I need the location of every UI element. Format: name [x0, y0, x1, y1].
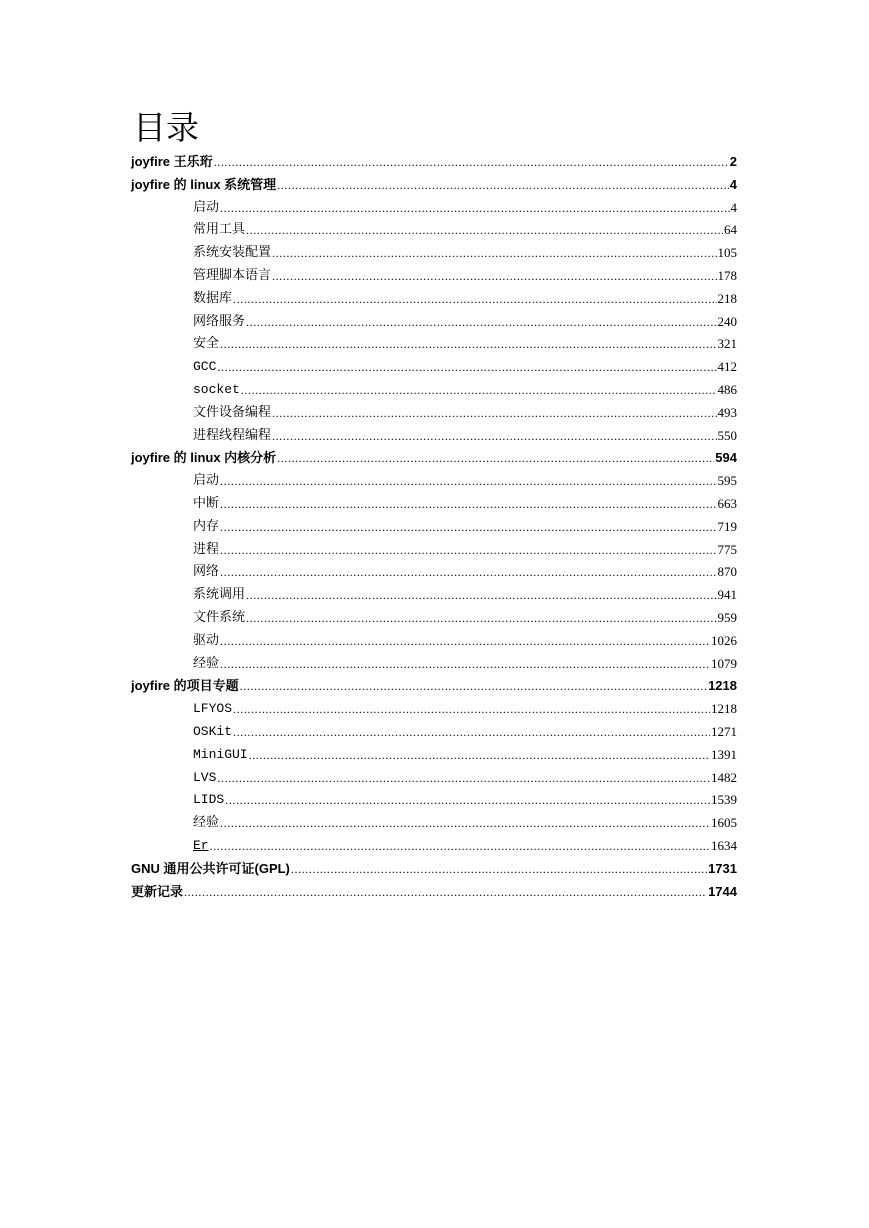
table-of-contents [131, 151, 737, 903]
toc-subentry[interactable] [131, 607, 737, 630]
toc-dot-leader [233, 288, 716, 311]
toc-entry-label: 系统调用 [193, 587, 246, 603]
toc-entry-label: joyfire 的 linux 内核分析 [131, 450, 277, 466]
toc-subentry[interactable] [131, 630, 737, 653]
toc-subentry[interactable] [131, 379, 737, 402]
toc-entry-label: 文件系统 [193, 609, 246, 625]
toc-dot-leader [246, 584, 716, 607]
toc-entry-label: GCC [193, 359, 217, 375]
toc-dot-leader [220, 493, 716, 516]
toc-dot-leader [217, 767, 710, 790]
toc-dot-leader [220, 470, 716, 493]
toc-entry-label: 中断 [193, 495, 220, 511]
toc-entry-page: 240 [717, 313, 737, 329]
toc-entry-label: socket [193, 381, 240, 397]
toc-entry-label: 启动 [193, 473, 220, 489]
toc-subentry[interactable] [131, 333, 737, 356]
toc-entry-label: 网络 [193, 564, 220, 580]
toc-subentry[interactable] [131, 767, 737, 790]
toc-entry-page: 321 [717, 336, 737, 352]
toc-dot-leader [233, 698, 710, 721]
toc-entry-page: 1218 [711, 701, 737, 717]
toc-entry-label: 常用工具 [193, 222, 246, 238]
toc-subentry[interactable] [131, 288, 737, 311]
toc-dot-leader [291, 858, 707, 881]
toc-subentry[interactable] [131, 493, 737, 516]
toc-entry-page: 1605 [711, 815, 737, 831]
toc-dot-leader [272, 425, 716, 448]
toc-dot-leader [210, 835, 710, 858]
toc-dot-leader [220, 561, 716, 584]
toc-entry-page: 870 [717, 564, 737, 580]
toc-entry-label: LIDS [193, 792, 225, 808]
toc-entry-page: 941 [717, 587, 737, 603]
toc-entry-label: GNU 通用公共许可证(GPL) [131, 860, 290, 876]
toc-entry-page: 550 [717, 427, 737, 443]
toc-subentry[interactable] [131, 265, 737, 288]
toc-dot-leader [184, 881, 707, 904]
toc-entry-label: LFYOS [193, 701, 233, 717]
toc-dot-leader [220, 539, 716, 562]
toc-entry-page: 4 [730, 199, 737, 215]
toc-entry-label: 启动 [193, 199, 220, 215]
toc-entry-label: 驱动 [193, 632, 220, 648]
toc-dot-leader [246, 607, 716, 630]
toc-entry-label: LVS [193, 769, 217, 785]
toc-entry-page: 1539 [711, 792, 737, 808]
toc-subentry[interactable] [131, 311, 737, 334]
toc-entry-label: joyfire 王乐珩 [131, 154, 213, 169]
toc-entry[interactable] [131, 447, 737, 470]
toc-subentry[interactable] [131, 402, 737, 425]
toc-entry[interactable] [131, 174, 737, 197]
toc-subentry[interactable] [131, 789, 737, 812]
toc-subentry[interactable] [131, 561, 737, 584]
toc-entry-page: 1482 [711, 769, 737, 785]
toc-dot-leader [217, 356, 716, 379]
toc-entry-label: 更新记录 [131, 883, 184, 899]
toc-entry-page: 105 [717, 245, 737, 261]
toc-entry-label: joyfire 的 linux 系统管理 [131, 176, 277, 192]
toc-entry-label: 安全 [193, 336, 220, 352]
toc-entry-page: 1026 [711, 632, 737, 648]
toc-dot-leader [220, 197, 729, 220]
toc-dot-leader [246, 219, 723, 242]
toc-entry-label: 文件设备编程 [193, 404, 272, 420]
toc-dot-leader [220, 812, 710, 835]
toc-entry-page: 1731 [708, 860, 737, 876]
toc-entry-page: 412 [717, 359, 737, 375]
toc-subentry[interactable] [131, 242, 737, 265]
toc-entry-label: 进程线程编程 [193, 427, 272, 443]
toc-entry-page: 493 [717, 404, 737, 420]
toc-entry-page: 1391 [711, 746, 737, 762]
toc-entry-label: 经验 [193, 655, 220, 671]
toc-subentry[interactable] [131, 219, 737, 242]
toc-dot-leader [246, 311, 716, 334]
toc-entry-page: 4 [729, 176, 737, 192]
toc-subentry[interactable] [131, 584, 737, 607]
toc-subentry[interactable] [131, 516, 737, 539]
toc-entry-label: 网络服务 [193, 313, 246, 329]
toc-dot-leader [220, 516, 716, 539]
toc-subentry[interactable] [131, 721, 737, 744]
toc-dot-leader [277, 174, 729, 197]
toc-entry-label: MiniGUI [193, 746, 248, 762]
toc-subentry[interactable] [131, 197, 737, 220]
toc-entry-label: 经验 [193, 815, 220, 831]
toc-dot-leader [225, 789, 710, 812]
toc-entry-page: 775 [717, 541, 737, 557]
toc-entry[interactable] [131, 151, 737, 174]
toc-subentry[interactable] [131, 539, 737, 562]
toc-dot-leader [240, 675, 707, 698]
toc-entry-label: OSKit [193, 723, 233, 739]
toc-subentry[interactable] [131, 835, 737, 858]
toc-entry-label: 进程 [193, 541, 220, 557]
toc-entry[interactable] [131, 881, 737, 904]
toc-subentry[interactable] [131, 812, 737, 835]
toc-subentry[interactable] [131, 698, 737, 721]
toc-dot-leader [233, 721, 710, 744]
toc-entry-label: 系统安装配置 [193, 245, 272, 261]
toc-entry-label: 管理脚本语言 [193, 267, 272, 283]
toc-dot-leader [272, 402, 716, 425]
toc-entry-page: 1634 [711, 837, 737, 853]
toc-subentry[interactable] [131, 744, 737, 767]
toc-entry-page: 1271 [711, 723, 737, 739]
toc-entry-page: 486 [717, 381, 737, 397]
toc-entry-page: 64 [724, 222, 737, 238]
toc-entry-page: 2 [729, 154, 737, 169]
toc-dot-leader [220, 653, 710, 676]
toc-entry-label: 数据库 [193, 290, 233, 306]
toc-entry-page: 1218 [708, 678, 737, 694]
toc-dot-leader [220, 630, 710, 653]
toc-subentry[interactable] [131, 653, 737, 676]
toc-entry-page: 663 [717, 495, 737, 511]
toc-entry-page: 1079 [711, 655, 737, 671]
toc-dot-leader [241, 379, 717, 402]
toc-entry-page: 719 [717, 518, 737, 534]
toc-entry-page: 218 [717, 290, 737, 306]
toc-dot-leader [272, 265, 716, 288]
toc-subentry[interactable] [131, 425, 737, 448]
toc-entry-label: Er [193, 837, 209, 853]
toc-dot-leader [220, 333, 716, 356]
toc-title: 目录 [133, 108, 199, 147]
toc-dot-leader [249, 744, 710, 767]
toc-entry[interactable] [131, 675, 737, 698]
toc-subentry[interactable] [131, 356, 737, 379]
toc-entry-page: 1744 [708, 883, 737, 899]
toc-subentry[interactable] [131, 470, 737, 493]
toc-entry-label: joyfire 的项目专题 [131, 678, 239, 694]
toc-entry-page: 595 [717, 473, 737, 489]
toc-entry-page: 178 [717, 267, 737, 283]
toc-entry-label: 内存 [193, 518, 220, 534]
toc-dot-leader [214, 151, 729, 174]
toc-dot-leader [272, 242, 716, 265]
toc-entry-page: 594 [715, 450, 737, 466]
toc-dot-leader [277, 447, 714, 470]
toc-entry[interactable] [131, 858, 737, 881]
toc-entry-page: 959 [717, 609, 737, 625]
